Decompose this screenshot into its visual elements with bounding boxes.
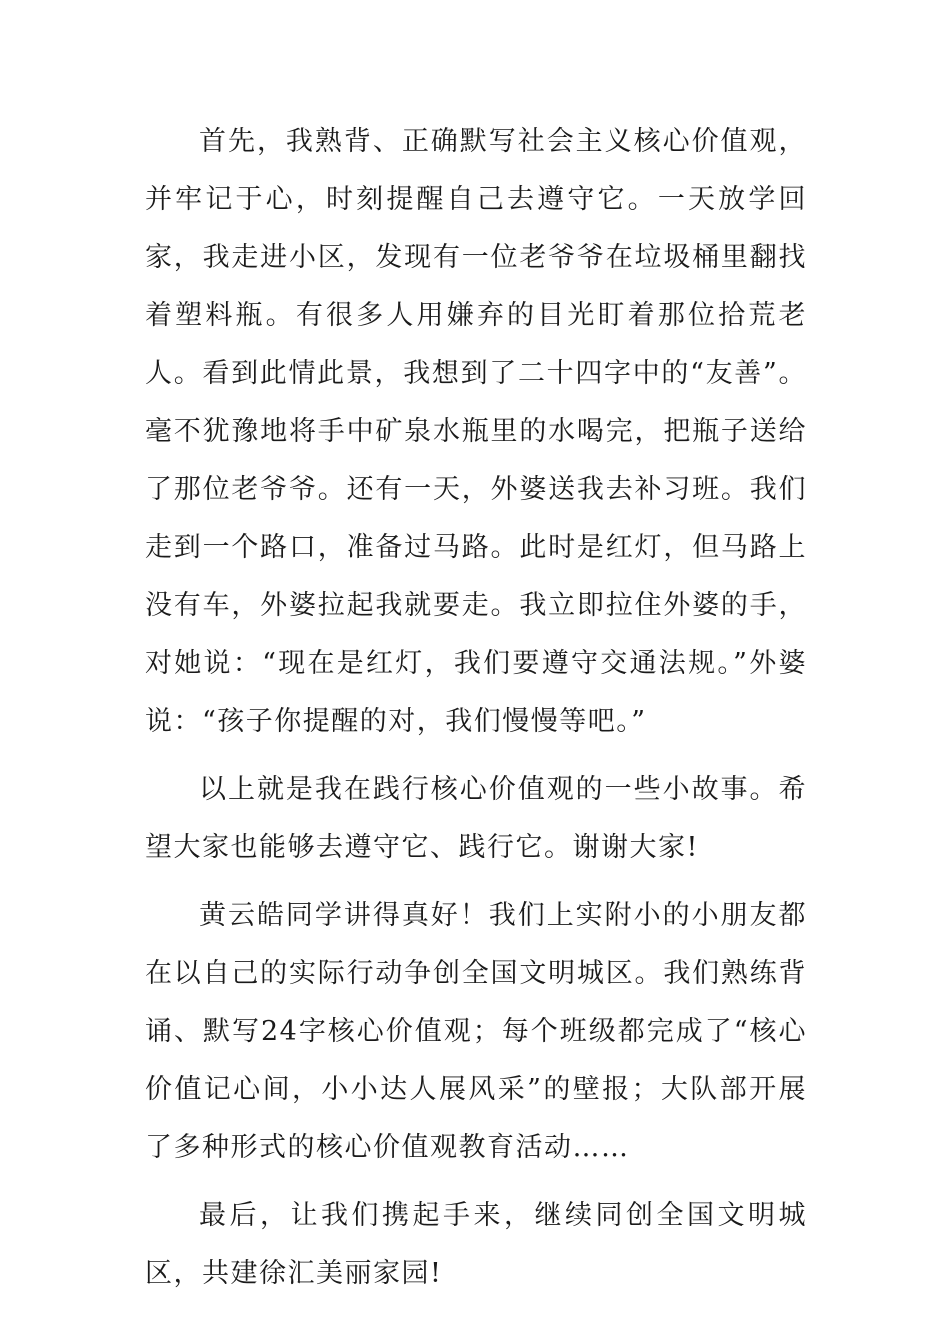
document-body — [145, 113, 807, 1313]
paragraph-3: 黄云皓同学讲得真好！我们上实附小的小朋友都在以自己的实际行动争创全国文明城区。我们熟练背诵、默写24字核心价值观；每个班级都完成了“核心价值记心间，小小达人展风采”的壁报；大队部开展了多种形式的核心价值观教育活动…… — [145, 900, 807, 1163]
paragraph-1: 首先，我熟背、正确默写社会主义核心价值观，并牢记于心，时刻提醒自己去遵守它。一天放学回家，我走进小区，发现有一位老爷爷在垃圾桶里翻找着塑料瓶。有很多人用嫌弃的目光盯着那位拾荒老人。看到此情此景，我想到了二十四字中的“友善”。毫不犹豫地将手中矿泉水瓶里的水喝完，把瓶子送给了那位老爷爷。还有一天，外婆送我去补习班。我们走到一个路口，准备过马路。此时是红灯，但马路上没有车，外婆拉起我就要走。我立即拉住外婆的手，对她说：“现在是红灯，我们要遵守交通法规。”外婆说：“孩子你提醒的对，我们慢慢等吧。” — [145, 126, 807, 737]
paragraph-2: 以上就是我在践行核心价值观的一些小故事。希望大家也能够去遵守它、践行它。谢谢大家! — [145, 774, 807, 863]
paragraph-4: 最后，让我们携起手来，继续同创全国文明城区，共建徐汇美丽家园! — [145, 1200, 807, 1289]
